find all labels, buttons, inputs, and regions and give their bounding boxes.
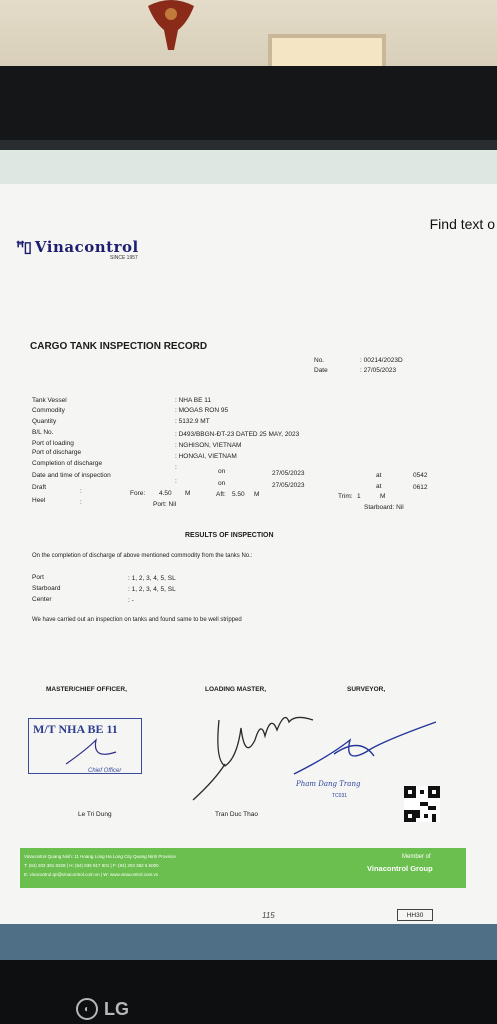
footer-line-2: T: (84) 203 381 8328 | H: (84) 936 917 801 | F: (84) 203 382 6 5000	[24, 863, 159, 868]
qr-code-icon	[404, 786, 440, 822]
field-value: : NGHISON, VIETNAM	[175, 442, 242, 449]
record-no-label: No.	[314, 357, 325, 364]
document-title: CARGO TANK INSPECTION RECORD	[30, 341, 208, 352]
tank-label: Starboard	[32, 585, 61, 592]
record-date-label: Date	[314, 367, 328, 374]
master-role: MASTER/CHIEF OFFICER,	[46, 686, 127, 693]
field-value: :	[175, 464, 177, 471]
field-value: : 5132.9 MT	[175, 418, 210, 425]
footer-member: Member of	[402, 854, 431, 860]
company-logo	[16, 238, 139, 256]
field-label: Tank Vessel	[32, 397, 67, 404]
field-label: Completion of discharge	[32, 460, 103, 467]
inspection-at: at	[376, 483, 382, 490]
loading-master-role: LOADING MASTER,	[205, 686, 267, 693]
draft-trim-value: 1	[357, 493, 361, 500]
field-label: Commodity	[32, 407, 65, 414]
record-date-value: : 27/05/2023	[360, 367, 397, 374]
monitor-brand: LG	[104, 998, 129, 1019]
completion-on: on	[218, 468, 226, 475]
field-label: Draft	[32, 484, 47, 491]
draft-aft-unit: M	[254, 491, 260, 498]
conclusion-text: We have carried out an inspection on tanks and found same to be well stripped	[32, 617, 242, 623]
field-label: Heel	[32, 497, 46, 504]
field-value: :	[80, 499, 82, 506]
field-value: : MOGAS RON 95	[175, 407, 229, 414]
draft-fore-value: 4.50	[159, 490, 172, 497]
surveyor-stamp-name: Pham Dang Trang	[296, 780, 361, 788]
stamp-subtitle: Chief Officer	[88, 768, 122, 774]
master-name: Le Tri Dung	[78, 811, 112, 818]
company-name: Vinacontrol	[34, 238, 139, 256]
inspection-time: 0612	[413, 484, 428, 491]
record-no-value: : 00214/2023D	[360, 357, 403, 364]
tank-value: : 1, 2, 3, 4, 5, SL	[128, 575, 176, 582]
heel-starboard: Starboard: Nil	[364, 504, 404, 511]
inspection-date: 27/05/2023	[272, 482, 305, 489]
tank-label: Port	[32, 574, 44, 581]
surveyor-signature	[290, 716, 440, 778]
draft-aft-value: 5.50	[232, 491, 245, 498]
lg-logo-icon: ◐	[76, 998, 98, 1020]
handwritten-mark: 115	[262, 911, 275, 920]
loading-master-name: Tran Duc Thao	[215, 811, 258, 818]
footer-line-1: Vinacontrol Quang Ninh: 11 Hoang Long Ha Long City Quang Ninh Province	[24, 854, 176, 859]
draft-trim-unit: M	[380, 493, 386, 500]
find-text-button[interactable]: Find text o	[429, 216, 495, 232]
footer-group: Vinacontrol Group	[367, 864, 433, 873]
field-value: :	[80, 488, 82, 495]
master-signature	[56, 730, 126, 770]
company-since: SINCE 1957	[110, 255, 138, 261]
inspection-on: on	[218, 480, 226, 487]
results-intro: On the completion of discharge of above mentioned commodity from the tanks No.:	[32, 553, 253, 559]
field-label: Port of loading	[32, 440, 74, 447]
field-value: : HONGAI, VIETNAM	[175, 453, 237, 460]
field-label: Date and time of inspection	[32, 472, 111, 479]
surveyor-stamp-code: TC031	[332, 793, 348, 799]
tank-value: : -	[128, 597, 134, 604]
field-label: Quantity	[32, 418, 57, 425]
field-value: : NHA BE 11	[175, 397, 212, 404]
tank-label: Center	[32, 596, 52, 603]
field-label: B/L No.	[32, 429, 54, 436]
draft-aft-label: Aft:	[216, 491, 226, 498]
heel-port: Port: Nil	[153, 501, 177, 508]
draft-fore-label: Fore:	[130, 490, 146, 497]
tank-value: : 1, 2, 3, 4, 5, SL	[128, 586, 176, 593]
stamp-title: M/T NHA BE 11	[33, 722, 118, 736]
completion-date: 27/05/2023	[272, 470, 305, 477]
completion-time: 0542	[413, 472, 428, 479]
draft-fore-unit: M	[185, 490, 191, 497]
vinacontrol-mark-icon: ꟸ▯	[16, 239, 31, 256]
surveyor-role: SURVEYOR,	[347, 686, 386, 693]
field-value: : D493/BBGN-ĐT-23 DATED 25 MAY, 2023	[175, 431, 300, 438]
field-value: :	[175, 478, 177, 485]
draft-trim-label: Trim:	[338, 493, 353, 500]
footer-line-3: E: vinacontrol.qn@vinacontrol.com.vn | W: www.vinacontrol.com.vn	[24, 872, 159, 877]
page-code: HH30	[397, 909, 433, 921]
field-label: Port of discharge	[32, 449, 82, 456]
completion-at: at	[376, 472, 382, 479]
results-title: RESULTS OF INSPECTION	[185, 532, 274, 539]
